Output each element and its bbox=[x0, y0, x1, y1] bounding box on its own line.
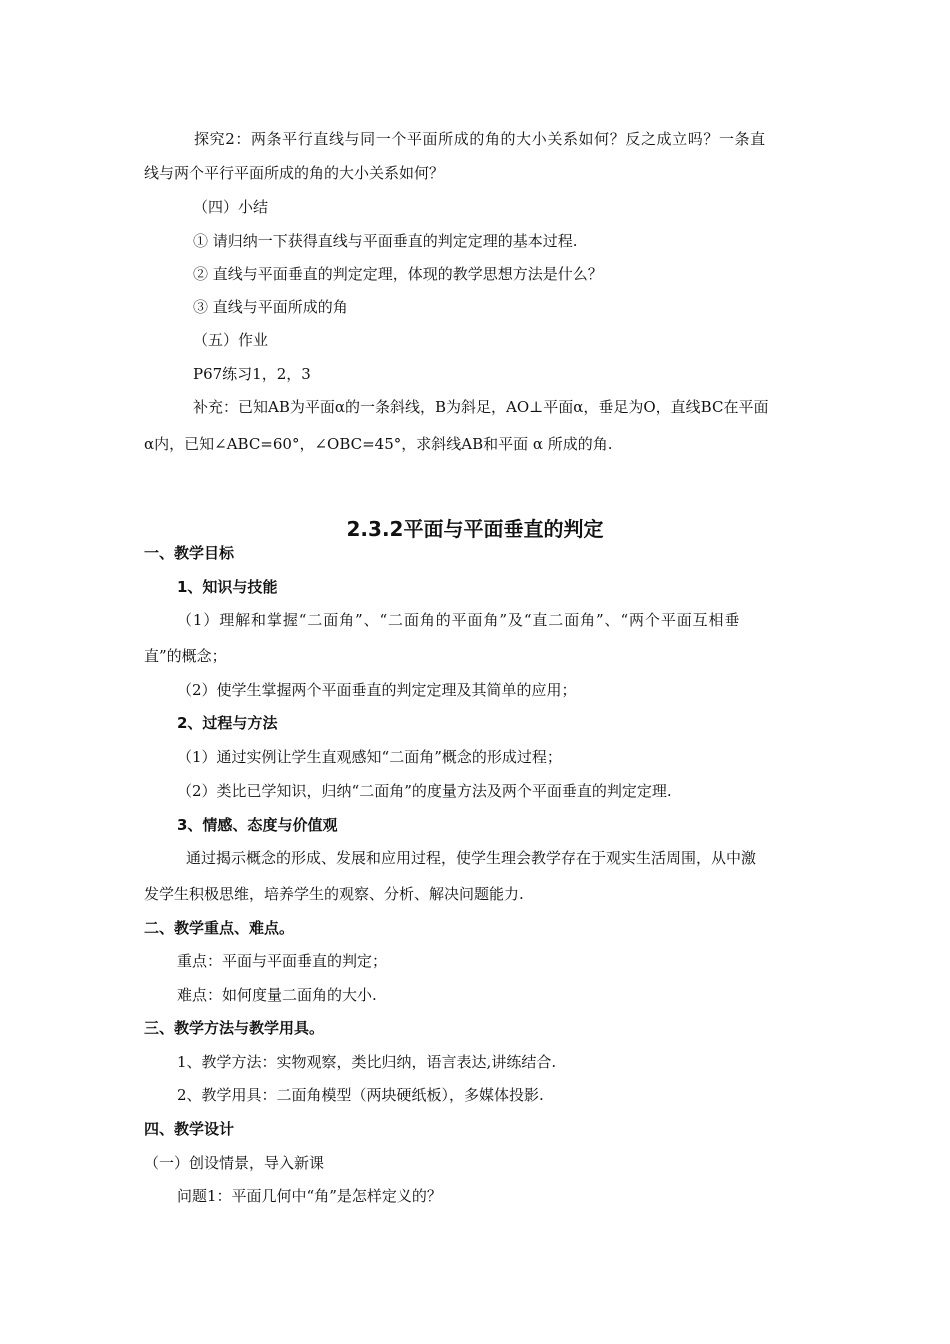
text-line: （1）通过实例让学生直观感知“二面角”概念的形成过程； bbox=[177, 748, 562, 766]
text-line: （2）类比已学知识，归纳“二面角”的度量方法及两个平面垂直的判定定理. bbox=[177, 782, 672, 800]
text-line: 1、教学方法：实物观察，类比归纳，语言表达,讲练结合. bbox=[177, 1053, 557, 1071]
subsection-heading: 3、情感、态度与价值观 bbox=[177, 816, 338, 834]
subsection-heading: 1、知识与技能 bbox=[177, 578, 278, 596]
section-heading: 四、教学设计 bbox=[144, 1120, 235, 1138]
list-item: ③ 直线与平面所成的角 bbox=[193, 298, 348, 316]
text-line: 补充：已知AB为平面α的一条斜线，B为斜足，AO⊥平面α，垂足为O，直线BC在平面 bbox=[193, 398, 769, 416]
text-line: 难点：如何度量二面角的大小. bbox=[177, 986, 377, 1004]
text-line: P67练习1，2，3 bbox=[193, 365, 311, 383]
subsection-heading: （一）创设情景，导入新课 bbox=[144, 1154, 325, 1172]
section-heading: 三、教学方法与教学用具。 bbox=[144, 1019, 325, 1037]
section-heading: 一、教学目标 bbox=[144, 544, 235, 562]
text-line: 线与两个平行平面所成的角的大小关系如何？ bbox=[144, 164, 445, 182]
section-heading: （五）作业 bbox=[193, 331, 269, 349]
text-line: α内，已知∠ABC=60°，∠OBC=45°，求斜线AB和平面 α 所成的角. bbox=[144, 435, 613, 453]
section-heading: 二、教学重点、难点。 bbox=[144, 919, 295, 937]
list-item: ② 直线与平面垂直的判定定理，体现的教学思想方法是什么？ bbox=[193, 265, 603, 283]
text-line: （2）使学生掌握两个平面垂直的判定定理及其简单的应用； bbox=[177, 681, 577, 699]
text-line: 探究2：两条平行直线与同一个平面所成的角的大小关系如何？反之成立吗？一条直 bbox=[194, 130, 766, 148]
subsection-heading: 2、过程与方法 bbox=[177, 714, 278, 732]
section-heading: （四）小结 bbox=[193, 198, 269, 216]
page-title: 2.3.2平面与平面垂直的判定 bbox=[346, 517, 604, 541]
text-line: 通过揭示概念的形成、发展和应用过程，使学生理会教学存在于观实生活周围，从中激 bbox=[186, 849, 757, 867]
text-line: 发学生积极思维，培养学生的观察、分析、解决问题能力. bbox=[144, 885, 524, 903]
text-line: 问题1：平面几何中“角”是怎样定义的？ bbox=[177, 1187, 442, 1205]
text-line: 2、教学用具：二面角模型（两块硬纸板），多媒体投影. bbox=[177, 1086, 544, 1104]
text-line: （1）理解和掌握“二面角”、“二面角的平面角”及“直二面角”、“两个平面互相垂 bbox=[177, 611, 741, 629]
text-line: 重点：平面与平面垂直的判定； bbox=[177, 952, 388, 970]
list-item: ① 请归纳一下获得直线与平面垂直的判定定理的基本过程. bbox=[193, 232, 578, 250]
text-line: 直”的概念； bbox=[144, 647, 227, 665]
